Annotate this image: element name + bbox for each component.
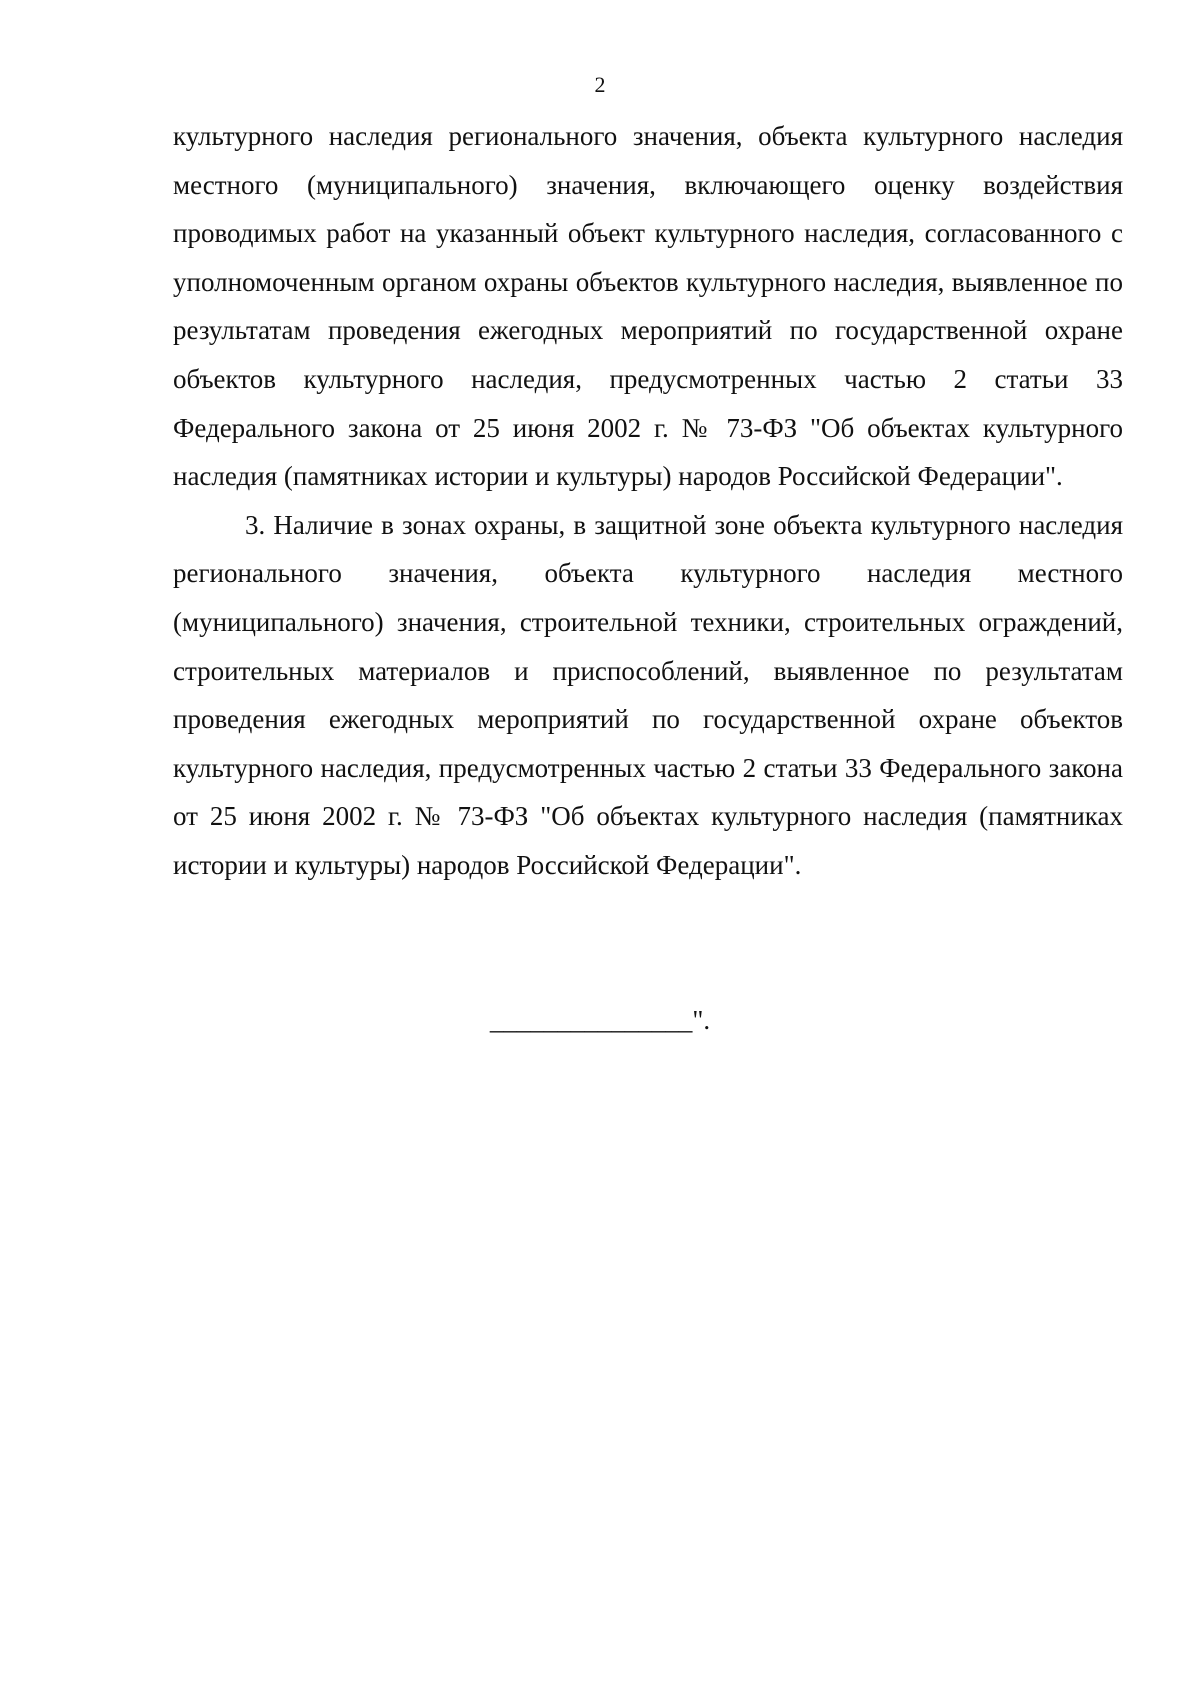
page-number: 2 xyxy=(594,72,606,97)
closing-line: _______________". xyxy=(489,1005,711,1035)
paragraph-continuation: культурного наследия регионального значения, объекта культурного наследия местного (муниципального) значения, включающего оценку воздействия проводимых работ на указанный объект культурного наследия, согласованного с уполномоченным органом охраны объектов культурного наследия, выявленное по результатам проведения ежегодных мероприятий по государственной охране объектов культурного наследия, предусмотренных частью 2 статьи 33 Федерального закона от 25 июня 2002 г. № 73-ФЗ "Об объектах культурного наследия (памятниках истории и культуры) народов Российской Федерации". xyxy=(173,121,1123,492)
document-body xyxy=(173,112,1123,890)
paragraph-item-3: 3. Наличие в зонах охраны, в защитной зоне объекта культурного наследия регионального значения, объекта культурного наследия местного (муниципального) значения, строительной техники, строительных ограждений, строительных материалов и приспособлений, выявленное по результатам проведения ежегодных мероприятий по государственной охране объектов культурного наследия, предусмотренных частью 2 статьи 33 Федерального закона от 25 июня 2002 г. № 73-ФЗ "Об объектах культурного наследия (памятниках истории и культуры) народов Российской Федерации". xyxy=(173,509,1123,880)
